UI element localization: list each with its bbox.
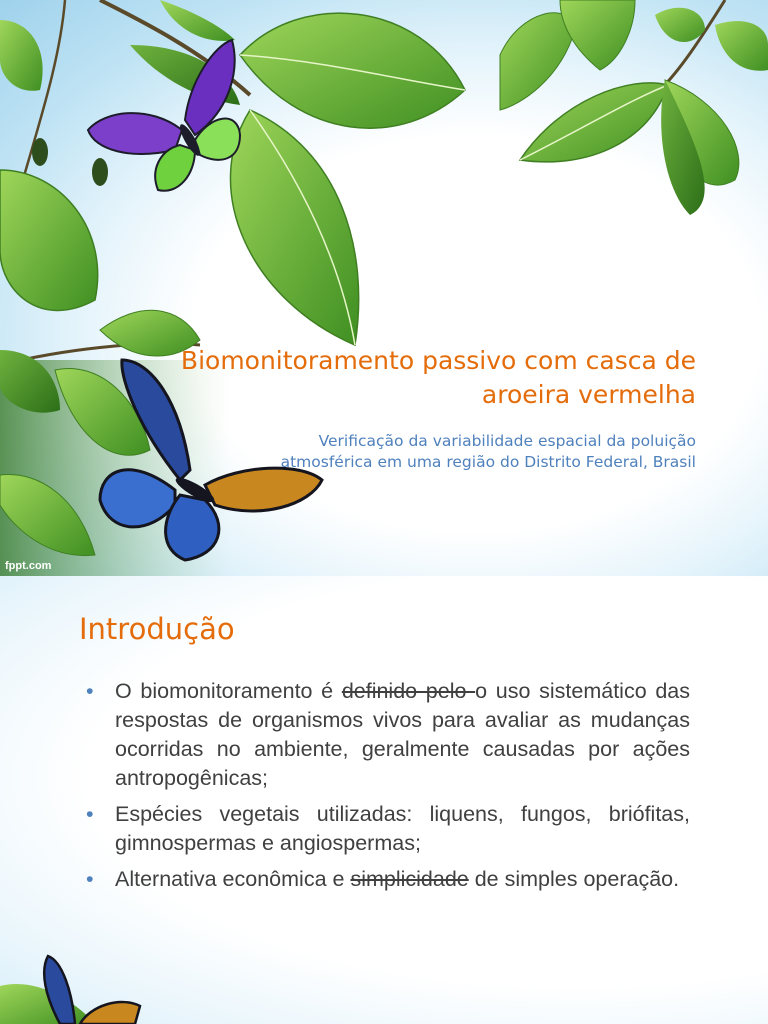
- bullet-list: [82, 677, 690, 901]
- list-item: [82, 677, 690, 793]
- butterfly-icon: [44, 956, 140, 1024]
- text-segment: o uso sistemático das respostas de organismos vivos para avaliar as mudanças ocorridas no ambiente, geralmente causadas por ações antropogênicas;: [115, 679, 690, 790]
- text-segment: Espécies vegetais utilizadas: liquens, fungos, briófitas, gimnospermas e angiospermas;: [115, 802, 690, 855]
- bud-icon: [32, 138, 48, 166]
- text-segment: O biomonitoramento é: [115, 679, 342, 703]
- list-item: [82, 800, 690, 858]
- list-item: [82, 865, 690, 894]
- section-heading: Introdução: [79, 612, 235, 646]
- slide-subtitle: Verificação da variabilidade espacial da poluição atmosférica em uma região do Distrito Federal, Brasil: [280, 432, 696, 471]
- struck-text: definido pelo: [341, 679, 476, 703]
- slide-title: Biomonitoramento passivo com casca de aroeira vermelha: [180, 346, 696, 409]
- text-segment: de simples operação.: [468, 867, 680, 891]
- leaf-icon: [240, 13, 465, 128]
- struck-text: simplicidade: [350, 867, 469, 891]
- text-segment: Alternativa econômica e: [115, 867, 351, 891]
- site-credit: fppt.com: [5, 560, 52, 572]
